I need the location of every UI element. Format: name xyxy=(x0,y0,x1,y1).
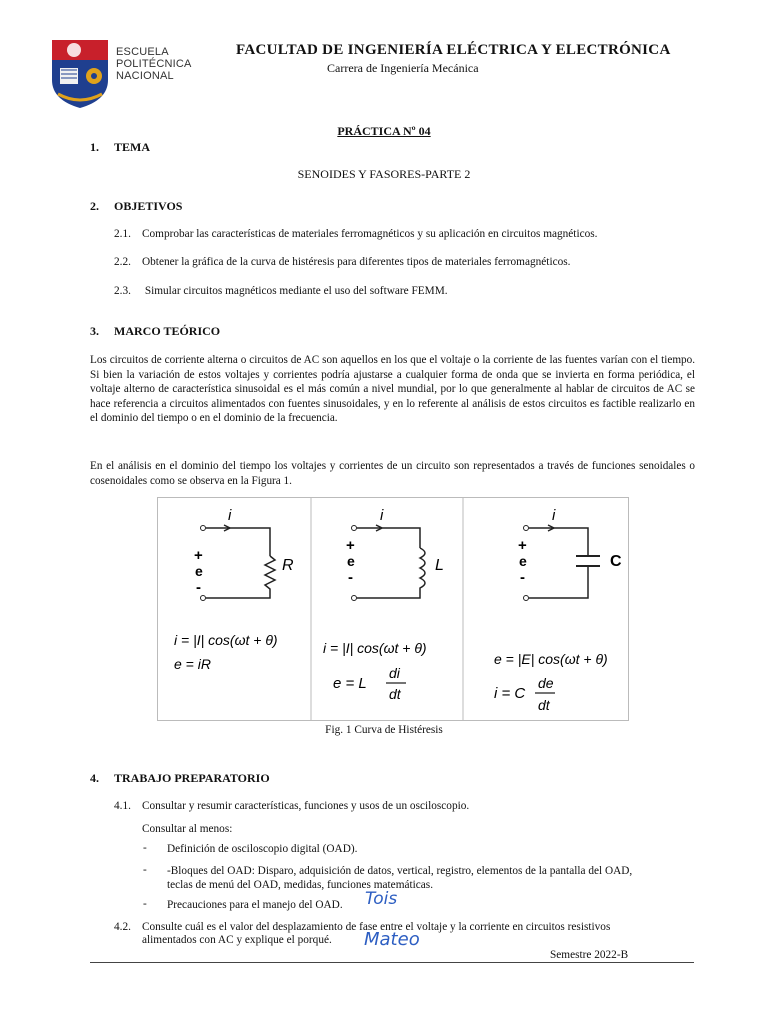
bullet-dash: - xyxy=(143,864,147,876)
element-label: R xyxy=(282,557,294,574)
bullet-text-continued: teclas de menú del OAD, medidas, funciones matemáticas. xyxy=(167,879,434,891)
section-number: 2. xyxy=(90,199,99,213)
element-label: C xyxy=(610,553,622,570)
section-title: TEMA xyxy=(114,140,150,154)
section-title: OBJETIVOS xyxy=(114,199,183,213)
logo-text xyxy=(116,46,192,82)
handwritten-note-2: Mateo xyxy=(364,929,420,950)
logo-line-2: POLITÉCNICA xyxy=(116,58,192,70)
bullet-text: -Bloques del OAD: Disparo, adquisición de datos, vertical, registro, elementos de la pantalla del OAD, xyxy=(167,865,633,877)
plus-sign: + xyxy=(194,547,203,564)
task-text: Consulte cuál es el valor del desplazamiento de fase entre el voltaje y la corriente en circuitos resistivos xyxy=(142,921,611,933)
task-item-4-1 xyxy=(114,800,469,812)
current-label: i xyxy=(552,507,556,524)
fraction-denominator: dt xyxy=(389,686,401,702)
source-label: e xyxy=(195,563,203,579)
objective-number: 2.3. xyxy=(114,285,131,297)
bullet-item xyxy=(143,898,703,914)
inductor-circuit xyxy=(323,507,444,702)
bullet-item xyxy=(143,864,703,894)
logo-line-1: ESCUELA xyxy=(116,46,169,58)
bullet-text: Precauciones para el manejo del OAD. xyxy=(167,899,343,911)
objective-number: 2.2. xyxy=(114,256,131,268)
section-number: 3. xyxy=(90,324,99,338)
objective-text: Comprobar las características de materiales ferromagnéticos y su aplicación en circuitos magnéticos. xyxy=(142,228,598,240)
section-heading-marco xyxy=(90,324,220,339)
task-number: 4.2. xyxy=(114,921,131,933)
theory-paragraph-2: En el análisis en el dominio del tiempo los voltajes y corrientes de un circuito son representados a través de funciones senoidales o cosenoidales como se observa en la Figura 1. xyxy=(90,460,695,487)
equation-2: e = iR xyxy=(174,656,211,672)
practice-title: PRÁCTICA Nº 04 xyxy=(337,124,431,138)
handwritten-note-1: Tois xyxy=(365,889,398,909)
section-number: 1. xyxy=(90,140,99,154)
footer-divider xyxy=(90,962,694,963)
current-label: i xyxy=(380,507,384,524)
objective-item xyxy=(114,285,448,297)
equation-1: e = |E| cos(ωt + θ) xyxy=(494,651,608,667)
task-text: Consultar y resumir características, funciones y usos de un osciloscopio. xyxy=(142,800,470,812)
objective-item xyxy=(114,256,570,268)
task-text-continued: alimentados con AC y explique el porqué. xyxy=(142,934,332,946)
section-title: TRABAJO PREPARATORIO xyxy=(114,771,270,785)
bullet-dash: - xyxy=(143,842,147,854)
source-label: e xyxy=(347,553,355,569)
fraction-numerator: di xyxy=(389,665,400,681)
minus-sign: - xyxy=(520,569,525,586)
section-heading-objetivos xyxy=(90,199,182,214)
section-number: 4. xyxy=(90,771,99,785)
objective-text: Obtener la gráfica de la curva de histéresis para diferentes tipos de materiales ferromagnéticos. xyxy=(142,256,571,268)
faculty-title: FACULTAD DE INGENIERÍA ELÉCTRICA Y ELECTRÓNICA xyxy=(236,42,671,58)
logo-line-3: NACIONAL xyxy=(116,70,174,82)
section-heading-trabajo xyxy=(90,771,270,786)
tema-text: SENOIDES Y FASORES-PARTE 2 xyxy=(297,167,471,181)
minus-sign: - xyxy=(196,579,201,596)
shield-logo-icon xyxy=(48,36,112,112)
figure-caption: Fig. 1 Curva de Histéresis xyxy=(325,724,443,736)
figure-circuits xyxy=(157,497,629,721)
section-title: MARCO TEÓRICO xyxy=(114,324,221,338)
section-heading-tema xyxy=(90,140,150,155)
bullet-item xyxy=(143,842,703,858)
source-label: e xyxy=(519,553,527,569)
capacitor-circuit xyxy=(494,507,622,713)
equation-2: e = L xyxy=(333,675,367,692)
task-number: 4.1. xyxy=(114,800,131,812)
element-label: L xyxy=(435,557,444,574)
minus-sign: - xyxy=(348,569,353,586)
plus-sign: + xyxy=(346,537,355,554)
bullet-text: Definición de osciloscopio digital (OAD). xyxy=(167,843,358,855)
equation-1: i = |I| cos(ωt + θ) xyxy=(174,632,278,648)
school-logo xyxy=(48,36,192,112)
objective-item xyxy=(114,228,597,240)
equation-1: i = |I| cos(ωt + θ) xyxy=(323,640,427,656)
objective-text: Simular circuitos magnéticos mediante el uso del software FEMM. xyxy=(142,285,448,297)
bullet-dash: - xyxy=(143,898,147,910)
objective-number: 2.1. xyxy=(114,228,131,240)
theory-paragraph-1: Los circuitos de corriente alterna o circuitos de AC son aquellos en los que el voltaje o la corriente de las fuentes varían con el tiempo. Si bien la variación de estos voltajes y corrientes podría ajustarse a cualquier forma de onda que se invierta en forma periódica, el voltaje alterno de característica sinusoidal es el más común a nivel mundial, por lo que generalmente al hablar de circuitos de AC se hace referencia a circuitos alimentados con fuentes sinusoidales, y en lo referente al análisis de estos circuitos es factible realizarlo en el dominio del tiempo o en el dominio de la frecuencia. xyxy=(90,354,695,424)
semester-label: Semestre 2022-B xyxy=(550,949,629,961)
equation-2: i = C xyxy=(494,685,526,702)
career-name: Carrera de Ingeniería Mecánica xyxy=(327,61,479,75)
task-item-4-2 xyxy=(114,921,610,933)
resistor-circuit xyxy=(174,507,294,672)
consult-minimum: Consultar al menos: xyxy=(142,823,233,835)
current-label: i xyxy=(228,507,232,524)
fraction-denominator: dt xyxy=(538,697,550,713)
fraction-numerator: de xyxy=(538,675,554,691)
plus-sign: + xyxy=(518,537,527,554)
